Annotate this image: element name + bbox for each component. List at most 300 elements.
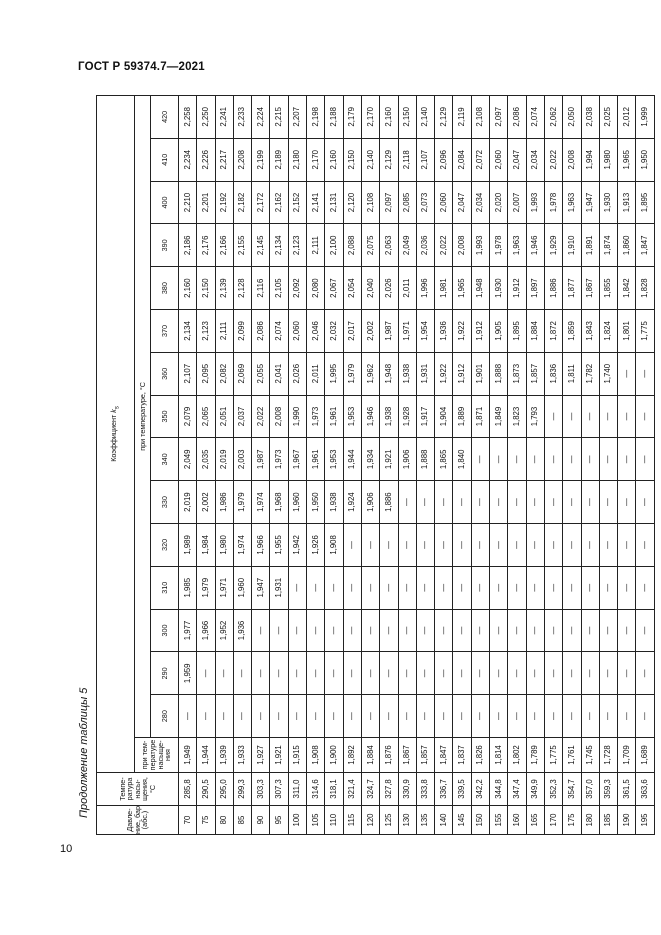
pressure-cell: 160: [508, 806, 526, 835]
coefficient-cell: 1,886: [380, 481, 398, 524]
coefficient-cell: —: [563, 566, 581, 609]
coefficient-cell: —: [526, 566, 544, 609]
saturation-temperature-cell: 357,0: [581, 773, 599, 806]
table-row: [490, 95, 508, 834]
temperature-header-cell: 310: [151, 566, 179, 609]
coefficient-cell: 2,208: [233, 138, 251, 181]
page-number: 10: [60, 843, 73, 855]
coefficient-cell: 2,141: [307, 181, 325, 224]
header-saturation-temperature: Темпе-ратура насы-щения, °С: [97, 773, 179, 806]
coefficient-cell: —: [233, 695, 251, 738]
table-row: [526, 95, 544, 834]
coefficient-cell: 1,993: [526, 181, 544, 224]
coefficient-cell: 2,179: [343, 95, 361, 138]
coefficient-cell: 2,026: [288, 352, 306, 395]
coefficient-cell: 1,980: [215, 524, 233, 567]
coefficient-cell: 2,040: [361, 267, 379, 310]
coefficient-cell: 1,889: [453, 395, 471, 438]
pressure-cell: 125: [380, 806, 398, 835]
coefficient-cell: 2,111: [215, 310, 233, 353]
coefficient-cell: 2,186: [179, 224, 197, 267]
table-row: [252, 95, 270, 834]
coefficient-cell: 2,100: [325, 224, 343, 267]
coefficient-cell: —: [490, 524, 508, 567]
coefficient-cell: —: [270, 695, 288, 738]
coefficient-cell: —: [581, 652, 599, 695]
coefficient-at-saturation-cell: 1,728: [599, 738, 617, 773]
coefficient-cell: 1,978: [544, 181, 562, 224]
coefficient-cell: 2,084: [453, 138, 471, 181]
coefficient-cell: 2,055: [252, 352, 270, 395]
coefficient-cell: —: [361, 652, 379, 695]
coefficient-cell: 2,189: [270, 138, 288, 181]
saturation-temperature-cell: 324,7: [361, 773, 379, 806]
temperature-header-cell: 370: [151, 310, 179, 353]
coefficient-cell: 2,017: [343, 310, 361, 353]
coefficient-at-saturation-cell: 1,900: [325, 738, 343, 773]
coefficient-cell: —: [471, 566, 489, 609]
coefficient-cell: —: [288, 695, 306, 738]
temperature-header-cell: 300: [151, 609, 179, 652]
coefficient-cell: 2,192: [215, 181, 233, 224]
coefficient-cell: 1,922: [435, 352, 453, 395]
coefficient-cell: 1,928: [398, 395, 416, 438]
saturation-temperature-cell: 336,7: [435, 773, 453, 806]
coefficient-cell: 1,921: [380, 438, 398, 481]
coefficient-cell: 2,086: [252, 310, 270, 353]
coefficient-at-saturation-cell: 1,761: [563, 738, 581, 773]
coefficient-cell: 2,008: [453, 224, 471, 267]
coefficient-cell: 2,166: [215, 224, 233, 267]
coefficient-cell: 1,994: [581, 138, 599, 181]
coefficient-cell: 1,886: [544, 267, 562, 310]
coefficient-cell: —: [343, 566, 361, 609]
coefficient-cell: —: [197, 695, 215, 738]
saturation-temperature-cell: 347,4: [508, 773, 526, 806]
coefficient-cell: 1,973: [270, 438, 288, 481]
coefficient-cell: 2,063: [380, 224, 398, 267]
coefficient-cell: —: [453, 609, 471, 652]
coefficient-cell: —: [618, 352, 636, 395]
coefficient-cell: —: [636, 609, 654, 652]
coefficient-cell: 2,060: [435, 181, 453, 224]
coefficient-cell: —: [636, 352, 654, 395]
coefficient-cell: 2,105: [270, 267, 288, 310]
coefficient-cell: 2,035: [197, 438, 215, 481]
coefficient-cell: 1,966: [252, 524, 270, 567]
table-row: [618, 95, 636, 834]
coefficient-cell: 1,952: [215, 609, 233, 652]
coefficient-cell: 2,129: [380, 138, 398, 181]
coefficient-cell: —: [325, 609, 343, 652]
coefficient-cell: —: [508, 566, 526, 609]
coefficient-cell: —: [471, 695, 489, 738]
coefficient-cell: 2,067: [325, 267, 343, 310]
coefficient-cell: 1,934: [361, 438, 379, 481]
coefficient-cell: 1,977: [179, 609, 197, 652]
coefficient-cell: 2,172: [252, 181, 270, 224]
coefficient-cell: —: [544, 524, 562, 567]
coefficient-cell: 1,954: [416, 310, 434, 353]
coefficient-cell: —: [325, 695, 343, 738]
coefficient-cell: 2,020: [490, 181, 508, 224]
coefficient-cell: —: [636, 438, 654, 481]
coefficient-cell: 1,871: [471, 395, 489, 438]
coefficient-cell: 1,857: [526, 352, 544, 395]
saturation-temperature-cell: 285,8: [179, 773, 197, 806]
coefficient-cell: 1,979: [197, 566, 215, 609]
coefficient-cell: 2,155: [233, 224, 251, 267]
coefficient-cell: —: [435, 652, 453, 695]
table-row: [563, 95, 581, 834]
coefficient-cell: —: [325, 566, 343, 609]
saturation-temperature-cell: 318,1: [325, 773, 343, 806]
coefficient-cell: —: [471, 524, 489, 567]
coefficient-cell: —: [288, 566, 306, 609]
coefficient-cell: 2,215: [270, 95, 288, 138]
pressure-cell: 120: [361, 806, 379, 835]
coefficient-cell: 1,963: [563, 181, 581, 224]
coefficient-cell: 1,823: [508, 395, 526, 438]
coefficient-cell: 1,931: [416, 352, 434, 395]
coefficient-cell: —: [618, 438, 636, 481]
coefficient-cell: —: [343, 609, 361, 652]
coefficient-cell: 1,987: [252, 438, 270, 481]
coefficient-cell: —: [636, 695, 654, 738]
coefficient-cell: —: [508, 695, 526, 738]
saturation-temperature-cell: 349,9: [526, 773, 544, 806]
coefficient-cell: —: [453, 566, 471, 609]
coefficient-cell: 2,019: [179, 481, 197, 524]
saturation-temperature-cell: 352,3: [544, 773, 562, 806]
temperature-header-cell: 380: [151, 267, 179, 310]
coefficient-at-saturation-cell: 1,927: [252, 738, 270, 773]
coefficient-cell: 1,828: [636, 267, 654, 310]
coefficient-cell: —: [581, 481, 599, 524]
coefficient-cell: 1,971: [215, 566, 233, 609]
coefficient-cell: 2,241: [215, 95, 233, 138]
coefficient-at-saturation-cell: 1,939: [215, 738, 233, 773]
coefficient-cell: 1,974: [233, 524, 251, 567]
coefficient-cell: —: [471, 609, 489, 652]
coefficient-cell: 2,150: [398, 95, 416, 138]
saturation-temperature-cell: 303,3: [252, 773, 270, 806]
coefficient-cell: —: [490, 652, 508, 695]
pressure-cell: 130: [398, 806, 416, 835]
coefficient-cell: 2,139: [215, 267, 233, 310]
pressure-cell: 180: [581, 806, 599, 835]
saturation-temperature-cell: 330,9: [398, 773, 416, 806]
coefficient-cell: 1,959: [179, 652, 197, 695]
coefficient-cell: 2,160: [179, 267, 197, 310]
coefficient-symbol: k: [109, 409, 119, 413]
coefficient-cell: —: [435, 524, 453, 567]
coefficient-cell: —: [288, 652, 306, 695]
table-row: [325, 95, 343, 834]
coefficient-cell: —: [526, 438, 544, 481]
coefficient-cell: —: [490, 481, 508, 524]
pressure-cell: 145: [453, 806, 471, 835]
coefficient-cell: —: [325, 652, 343, 695]
coefficient-cell: 2,049: [398, 224, 416, 267]
coefficient-cell: —: [636, 481, 654, 524]
coefficient-cell: —: [215, 695, 233, 738]
coefficient-cell: 1,913: [618, 181, 636, 224]
coefficient-cell: 1,989: [179, 524, 197, 567]
coefficient-cell: 1,811: [563, 352, 581, 395]
saturation-temperature-cell: 354,7: [563, 773, 581, 806]
coefficient-cell: —: [416, 695, 434, 738]
table-row: [361, 95, 379, 834]
coefficient-cell: 1,993: [471, 224, 489, 267]
coefficient-cell: 1,888: [416, 438, 434, 481]
coefficient-cell: 2,250: [197, 95, 215, 138]
coefficient-cell: 1,836: [544, 352, 562, 395]
coefficient-at-saturation-cell: 1,944: [197, 738, 215, 773]
table-caption: Продолжение таблицы 5: [78, 687, 90, 818]
header-at-temperature: при температуре, °С: [135, 95, 151, 737]
saturation-temperature-cell: 327,8: [380, 773, 398, 806]
coefficient-cell: 1,996: [416, 267, 434, 310]
coefficient-cell: 1,938: [380, 395, 398, 438]
coefficient-cell: 2,079: [179, 395, 197, 438]
coefficient-cell: 2,123: [197, 310, 215, 353]
coefficient-cell: —: [618, 566, 636, 609]
coefficient-cell: —: [599, 609, 617, 652]
coefficient-cell: 1,930: [490, 267, 508, 310]
coefficient-cell: —: [508, 524, 526, 567]
table-row: [599, 95, 617, 834]
coefficient-cell: 2,131: [325, 181, 343, 224]
coefficient-cell: —: [270, 652, 288, 695]
saturation-temperature-cell: 314,6: [307, 773, 325, 806]
coefficient-cell: 2,210: [179, 181, 197, 224]
coefficient-cell: —: [581, 695, 599, 738]
coefficient-cell: 1,904: [435, 395, 453, 438]
coefficient-cell: 2,095: [197, 352, 215, 395]
coefficient-at-saturation-cell: 1,857: [416, 738, 434, 773]
coefficient-cell: 2,011: [398, 267, 416, 310]
coefficient-cell: 1,782: [581, 352, 599, 395]
coefficient-cell: —: [471, 652, 489, 695]
coefficient-cell: 1,980: [599, 138, 617, 181]
coefficient-cell: —: [398, 609, 416, 652]
coefficient-cell: 2,182: [233, 181, 251, 224]
coefficient-cell: 2,123: [288, 224, 306, 267]
coefficient-at-saturation-cell: 1,802: [508, 738, 526, 773]
coefficient-cell: 2,162: [270, 181, 288, 224]
coefficient-cell: 1,930: [599, 181, 617, 224]
coefficient-cell: 1,801: [618, 310, 636, 353]
coefficient-cell: —: [636, 395, 654, 438]
table-row: [508, 95, 526, 834]
coefficient-at-saturation-cell: 1,949: [179, 738, 197, 773]
coefficient-cell: 1,906: [361, 481, 379, 524]
coefficient-cell: 2,226: [197, 138, 215, 181]
coefficient-cell: —: [252, 609, 270, 652]
coefficient-subscript: s: [114, 406, 121, 410]
coefficient-cell: —: [380, 695, 398, 738]
coefficient-cell: —: [636, 652, 654, 695]
coefficient-cell: —: [453, 481, 471, 524]
coefficient-cell: 2,160: [380, 95, 398, 138]
coefficient-cell: —: [490, 695, 508, 738]
coefficient-cell: 2,180: [288, 138, 306, 181]
coefficient-cell: —: [508, 652, 526, 695]
coefficient-cell: 2,046: [307, 310, 325, 353]
coefficient-at-saturation-cell: 1,867: [398, 738, 416, 773]
coefficient-cell: 1,984: [197, 524, 215, 567]
table-row: [288, 95, 306, 834]
coefficient-cell: 1,948: [471, 267, 489, 310]
coefficient-cell: —: [233, 652, 251, 695]
coefficient-cell: —: [618, 524, 636, 567]
coefficient-cell: 2,054: [343, 267, 361, 310]
table-row: [270, 95, 288, 834]
saturation-temperature-cell: 333,8: [416, 773, 434, 806]
coefficient-cell: —: [343, 652, 361, 695]
coefficient-cell: 2,207: [288, 95, 306, 138]
coefficient-cell: 2,060: [490, 138, 508, 181]
coefficient-cell: 2,034: [526, 138, 544, 181]
temperature-header-cell: 280: [151, 695, 179, 738]
coefficient-cell: —: [599, 566, 617, 609]
coefficient-cell: 1,924: [343, 481, 361, 524]
coefficient-cell: 1,891: [581, 224, 599, 267]
coefficient-cell: 1,962: [361, 352, 379, 395]
table-row: [197, 95, 215, 834]
pressure-cell: 195: [636, 806, 654, 835]
coefficient-cell: 1,860: [618, 224, 636, 267]
coefficient-cell: —: [215, 652, 233, 695]
coefficient-cell: 1,926: [307, 524, 325, 567]
coefficient-cell: 2,050: [563, 95, 581, 138]
temperature-header-cell: 420: [151, 95, 179, 138]
coefficient-cell: 1,968: [270, 481, 288, 524]
coefficient-cell: 2,060: [288, 310, 306, 353]
coefficient-cell: —: [599, 481, 617, 524]
table-row: [471, 95, 489, 834]
pressure-cell: 80: [215, 806, 233, 835]
coefficient-cell: 2,099: [233, 310, 251, 353]
coefficient-cell: —: [526, 524, 544, 567]
coefficient-cell: 1,912: [508, 267, 526, 310]
coefficient-cell: 1,895: [508, 310, 526, 353]
coefficient-cell: 1,906: [398, 438, 416, 481]
coefficient-cell: 2,233: [233, 95, 251, 138]
coefficient-cell: —: [398, 566, 416, 609]
coefficient-cell: 1,942: [288, 524, 306, 567]
coefficient-cell: 2,037: [233, 395, 251, 438]
coefficient-cell: —: [398, 524, 416, 567]
coefficient-cell: —: [416, 652, 434, 695]
coefficient-cell: —: [599, 695, 617, 738]
pressure-cell: 105: [307, 806, 325, 835]
coefficient-cell: 2,234: [179, 138, 197, 181]
coefficient-cell: —: [435, 481, 453, 524]
coefficient-at-saturation-cell: 1,892: [343, 738, 361, 773]
coefficient-cell: —: [361, 566, 379, 609]
coefficient-cell: 2,199: [252, 138, 270, 181]
coefficient-cell: 1,979: [233, 481, 251, 524]
coefficient-cell: —: [380, 652, 398, 695]
table-row: [398, 95, 416, 834]
coefficient-cell: 1,981: [435, 267, 453, 310]
pressure-cell: 165: [526, 806, 544, 835]
coefficient-cell: —: [563, 524, 581, 567]
coefficient-cell: 1,905: [490, 310, 508, 353]
temperature-header-cell: 340: [151, 438, 179, 481]
coefficient-cell: 1,931: [270, 566, 288, 609]
coefficient-cell: 1,888: [490, 352, 508, 395]
coefficient-at-saturation-cell: 1,837: [453, 738, 471, 773]
coefficient-cell: —: [618, 609, 636, 652]
coefficient-cell: 1,971: [398, 310, 416, 353]
coefficient-cell: 2,140: [416, 95, 434, 138]
coefficient-at-saturation-cell: 1,933: [233, 738, 251, 773]
coefficient-cell: 2,134: [270, 224, 288, 267]
coefficient-cell: 1,824: [599, 310, 617, 353]
coefficient-cell: —: [361, 524, 379, 567]
pressure-cell: 185: [599, 806, 617, 835]
coefficient-cell: 1,843: [581, 310, 599, 353]
coefficient-at-saturation-cell: 1,884: [361, 738, 379, 773]
coefficient-cell: 1,897: [526, 267, 544, 310]
table-body: [179, 95, 655, 834]
coefficient-cell: 2,012: [618, 95, 636, 138]
coefficient-cell: 2,080: [307, 267, 325, 310]
coefficient-cell: —: [526, 695, 544, 738]
coefficient-cell: 2,022: [544, 138, 562, 181]
coefficient-cell: —: [544, 438, 562, 481]
coefficient-cell: 1,775: [636, 310, 654, 353]
coefficient-cell: —: [563, 438, 581, 481]
coefficient-cell: —: [544, 566, 562, 609]
coefficient-cell: —: [599, 524, 617, 567]
pressure-cell: 190: [618, 806, 636, 835]
pressure-cell: 115: [343, 806, 361, 835]
pressure-cell: 100: [288, 806, 306, 835]
saturation-temperature-cell: 359,3: [599, 773, 617, 806]
coefficient-cell: 2,116: [252, 267, 270, 310]
coefficient-cell: 2,088: [343, 224, 361, 267]
coefficient-at-saturation-cell: 1,775: [544, 738, 562, 773]
temperature-header-row: [151, 95, 179, 834]
coefficient-cell: 1,960: [288, 481, 306, 524]
coefficient-cell: 1,944: [343, 438, 361, 481]
coefficient-cell: 2,008: [563, 138, 581, 181]
coefficient-cell: 2,119: [453, 95, 471, 138]
coefficient-cell: —: [197, 652, 215, 695]
coefficient-cell: 1,929: [544, 224, 562, 267]
coefficient-cell: —: [398, 652, 416, 695]
coefficient-cell: 1,842: [618, 267, 636, 310]
coefficient-cell: 1,960: [233, 566, 251, 609]
table-row: [581, 95, 599, 834]
coefficient-cell: 1,979: [343, 352, 361, 395]
pressure-cell: 155: [490, 806, 508, 835]
table-row: [233, 95, 251, 834]
header-coefficient: [97, 95, 135, 772]
coefficient-cell: —: [179, 695, 197, 738]
coefficient-at-saturation-cell: 1,826: [471, 738, 489, 773]
coefficient-cell: 2,160: [325, 138, 343, 181]
coefficient-cell: —: [490, 609, 508, 652]
coefficient-cell: 2,074: [526, 95, 544, 138]
coefficient-cell: 2,034: [471, 181, 489, 224]
coefficient-cell: —: [618, 695, 636, 738]
coefficient-cell: —: [599, 652, 617, 695]
